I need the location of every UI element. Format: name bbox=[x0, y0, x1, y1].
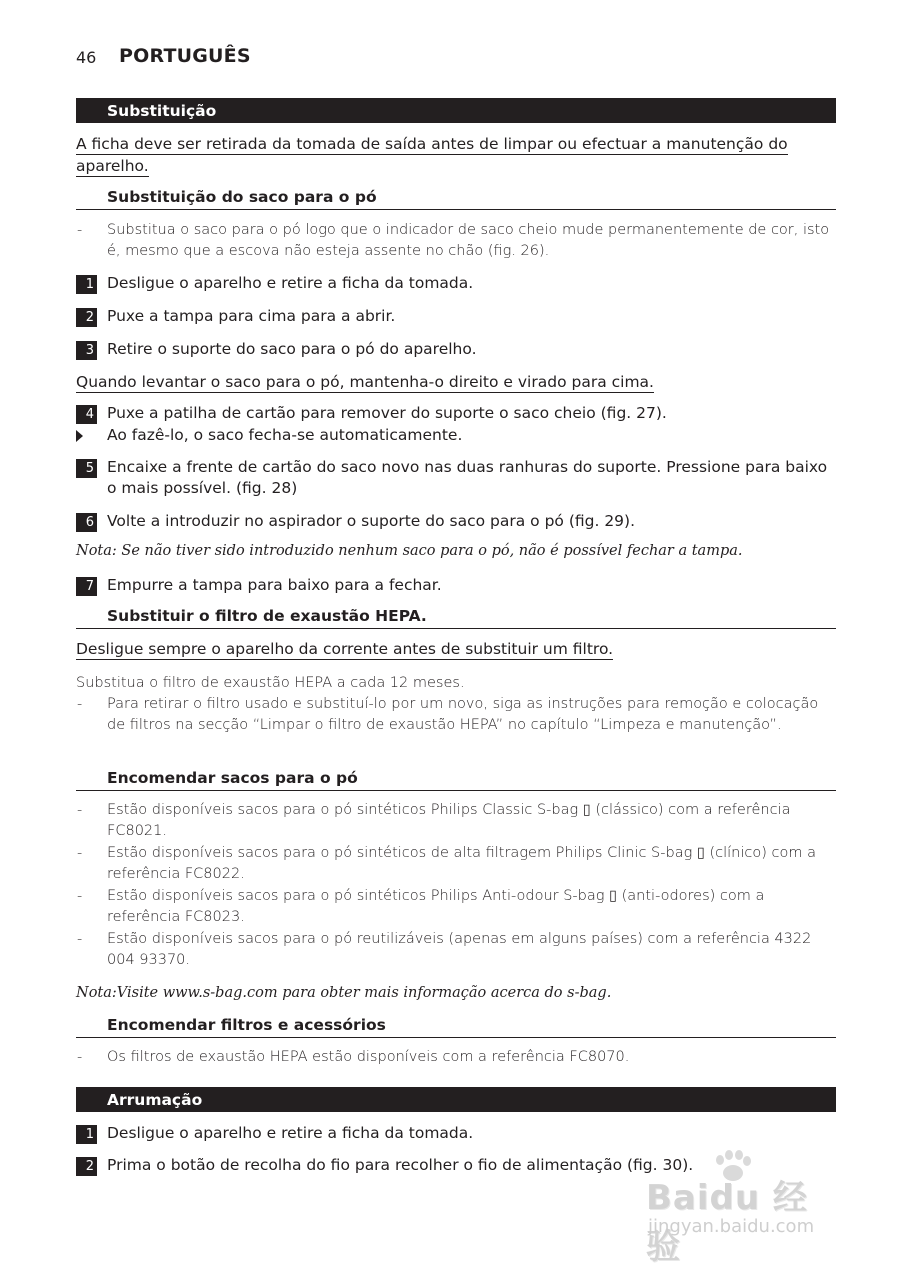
step-number: 5 bbox=[76, 459, 97, 478]
subsection-order-filters-title: Encomendar filtros e acessórios bbox=[76, 1016, 836, 1038]
list-item: - Estão disponíveis sacos para o pó sintéticos de alta filtragem Philips Clinic S-bag ▯ (clínico) com a referência FC8022. bbox=[77, 845, 816, 882]
list-item: - Para retirar o filtro usado e substituí-lo por um novo, siga as instruções para remoção e colocação de filtros na secção “Limpar o filtro de exaustão HEPA” no capítulo “Limpeza e manutenção”. bbox=[77, 696, 819, 733]
baidu-logo: Baidu 经验 bbox=[646, 1178, 808, 1267]
warning-bag-upright: Quando levantar o saco para o pó, mantenha-o direito e virado para cima. bbox=[76, 373, 654, 391]
dash-bullet: - bbox=[77, 222, 83, 238]
warning-filter: Desligue sempre o aparelho da corrente antes de substituir um filtro. bbox=[76, 640, 614, 658]
language-heading: PORTUGUÊS bbox=[119, 45, 251, 67]
note-no-bag: Nota: Se não tiver sido introduzido nenhum saco para o pó, não é possível fechar a tampa. bbox=[76, 543, 743, 559]
warning-unplug: A ficha deve ser retirada da tomada de saída antes de limpar ou efectuar a manutenção do aparelho. bbox=[76, 135, 788, 175]
subsection-order-bags-title: Encomendar sacos para o pó bbox=[76, 769, 836, 791]
list-item: - Substitua o saco para o pó logo que o indicador de saco cheio mude permanentemente de cor, isto é, mesmo que a escova não esteja assente no chão (fig. 26). bbox=[77, 222, 830, 259]
watermark-url: jingyan.baidu.com bbox=[648, 1216, 815, 1237]
storage-step-1: 1 Desligue o aparelho e retire a ficha da tomada. bbox=[76, 1123, 836, 1144]
step-number: 1 bbox=[76, 1125, 97, 1144]
step-number: 1 bbox=[76, 275, 97, 294]
step-number: 2 bbox=[76, 308, 97, 327]
list-item: - Estão disponíveis sacos para o pó sintéticos Philips Classic S-bag ▯ (clássico) com a referência FC8021. bbox=[77, 802, 791, 839]
step-5: 5 Encaixe a frente de cartão do saco novo nas duas ranhuras do suporte. Pressione para baixo o mais possível. (fig. 28) bbox=[76, 457, 836, 499]
step-number: 2 bbox=[76, 1157, 97, 1176]
step-2: 2 Puxe a tampa para cima para a abrir. bbox=[76, 306, 836, 327]
baidu-watermark bbox=[640, 1150, 840, 1267]
dash-bullet: - bbox=[77, 802, 83, 818]
subsection-bag-title: Substituição do saco para o pó bbox=[76, 188, 836, 210]
section-title: Substituição bbox=[107, 102, 217, 120]
dash-bullet: - bbox=[77, 888, 83, 904]
subsection-filter-title: Substituir o filtro de exaustão HEPA. bbox=[76, 607, 836, 629]
result-line: Ao fazê-lo, o saco fecha-se automaticamente. bbox=[76, 425, 836, 446]
step-number: 3 bbox=[76, 341, 97, 360]
step-7: 7 Empurre a tampa para baixo para a fechar. bbox=[76, 575, 836, 596]
section-title: Arrumação bbox=[107, 1091, 203, 1109]
page-number: 46 bbox=[76, 48, 97, 67]
list-item: - Estão disponíveis sacos para o pó reutilizáveis (apenas em alguns países) com a referência 4322 004 93370. bbox=[77, 931, 812, 968]
dash-bullet: - bbox=[77, 931, 83, 947]
note-s-bag: Nota:Visite www.s-bag.com para obter mais informação acerca do s-bag. bbox=[76, 985, 612, 1001]
step-number: 7 bbox=[76, 577, 97, 596]
section-bar-substituicao bbox=[76, 98, 836, 123]
step-4: 4 Puxe a patilha de cartão para remover do suporte o saco cheio (fig. 27). bbox=[76, 403, 836, 424]
dash-bullet: - bbox=[77, 845, 83, 861]
section-bar-arrumacao bbox=[76, 1087, 836, 1112]
list-item: - Estão disponíveis sacos para o pó sintéticos Philips Anti-odour S-bag ▯ (anti-odores) com a referência FC8023. bbox=[77, 888, 765, 925]
list-item: - Os filtros de exaustão HEPA estão disponíveis com a referência FC8070. bbox=[76, 1047, 836, 1068]
dash-bullet: - bbox=[77, 696, 83, 712]
step-number: 6 bbox=[76, 513, 97, 532]
dash-bullet: - bbox=[77, 1049, 83, 1065]
step-6: 6 Volte a introduzir no aspirador o suporte do saco para o pó (fig. 29). bbox=[76, 511, 836, 532]
filter-paragraph: Substitua o filtro de exaustão HEPA a cada 12 meses. bbox=[76, 675, 465, 691]
step-3: 3 Retire o suporte do saco para o pó do aparelho. bbox=[76, 339, 836, 360]
storage-step-2: 2 Prima o botão de recolha do fio para recolher o fio de alimentação (fig. 30). bbox=[76, 1155, 836, 1176]
step-number: 4 bbox=[76, 405, 97, 424]
step-1: 1 Desligue o aparelho e retire a ficha da tomada. bbox=[76, 273, 836, 294]
result-arrow-icon bbox=[76, 430, 83, 442]
